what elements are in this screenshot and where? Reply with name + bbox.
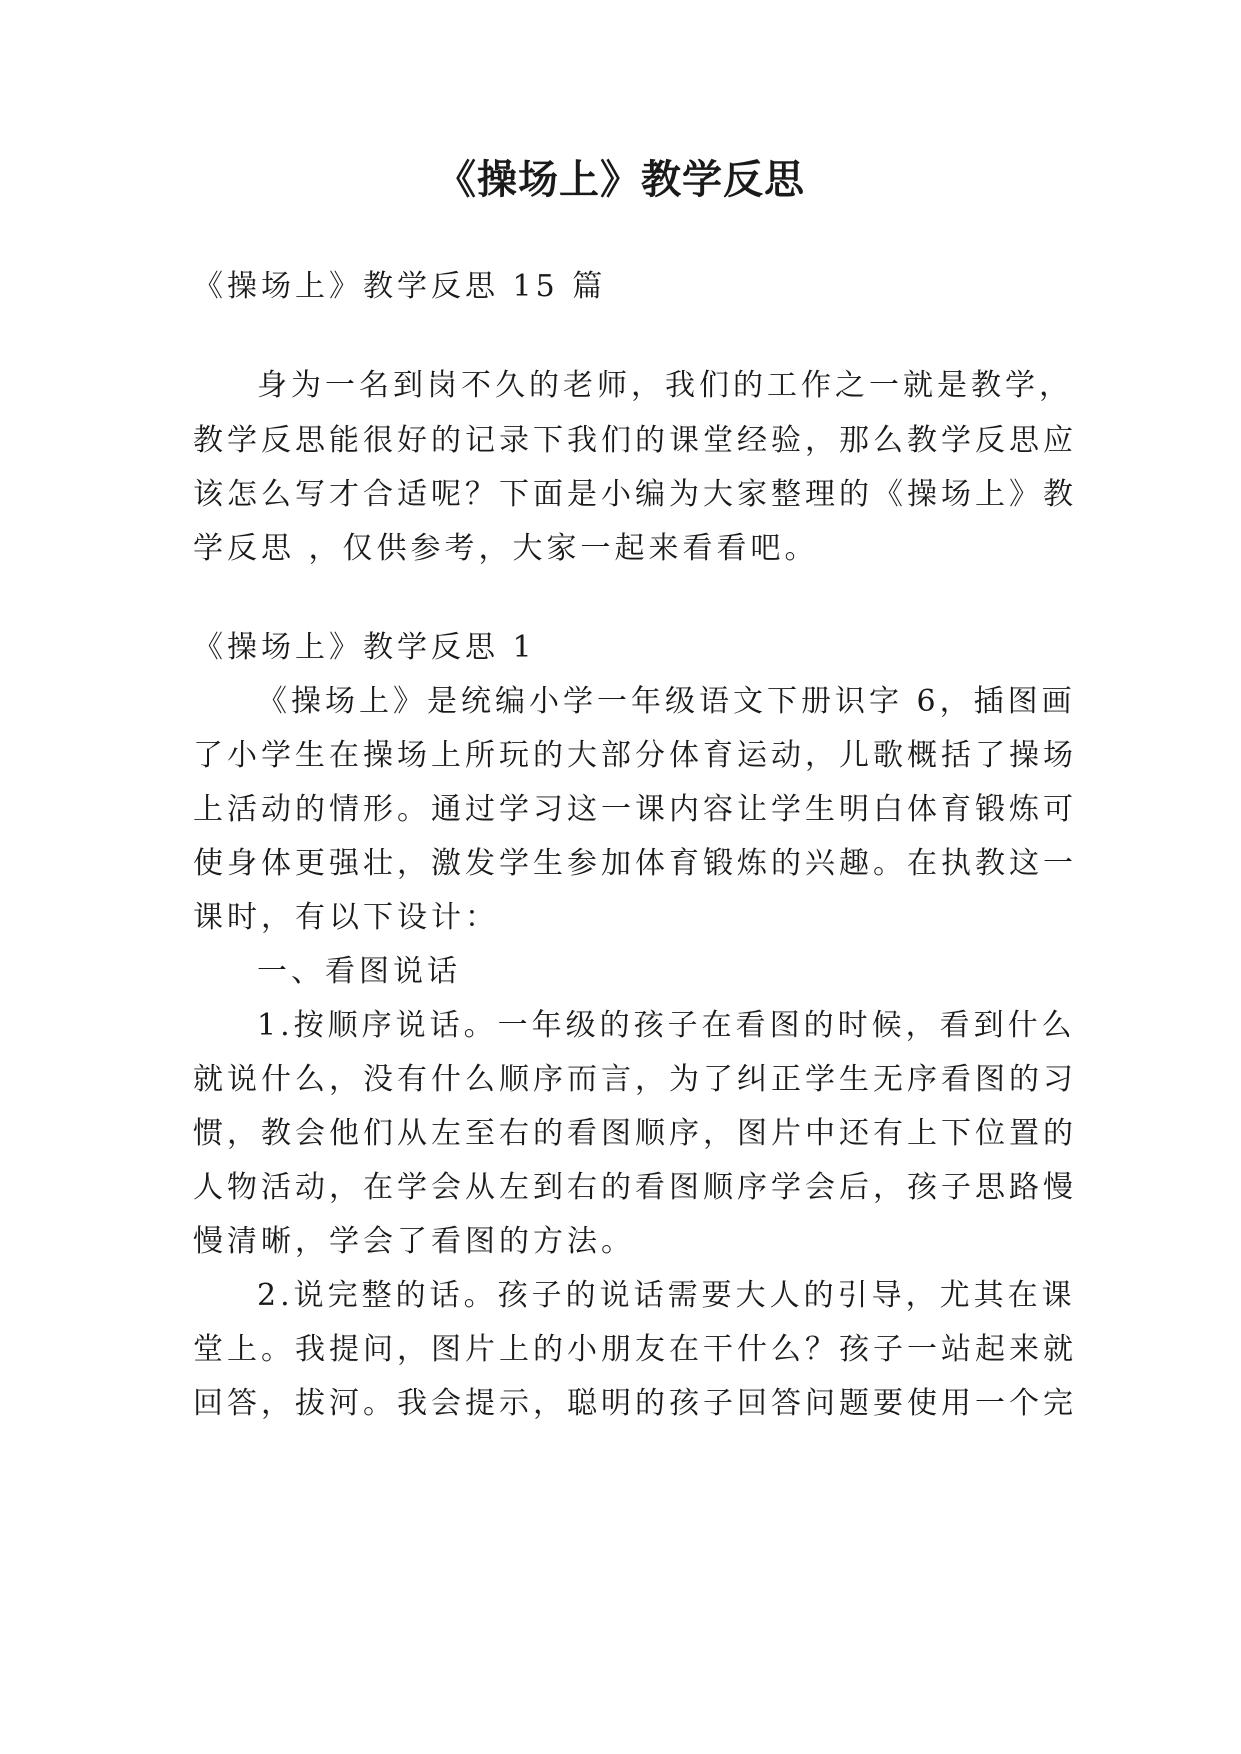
point-line: 慢清晰，学会了看图的方法。 bbox=[193, 1224, 635, 1259]
paragraph-line: 上活动的情形。通过学习这一课内容让学生明白体育锻炼可 bbox=[193, 792, 1077, 827]
intro-line-3: 该怎么写才合适呢？下面是小编为大家整理的《操场上》教 bbox=[193, 477, 1077, 512]
paragraph-line: 《操场上》是统编小学一年级语文下册识字 6，插图画 bbox=[257, 684, 1076, 719]
point-line: 惯，教会他们从左至右的看图顺序，图片中还有上下位置的 bbox=[193, 1116, 1077, 1151]
point-line: 就说什么，没有什么顺序而言，为了纠正学生无序看图的习 bbox=[193, 1062, 1077, 1097]
point-line: 2.说完整的话。孩子的说话需要大人的引导，尤其在课 bbox=[257, 1278, 1076, 1313]
document-subtitle: 《操场上》教学反思 15 篇 bbox=[193, 269, 607, 304]
intro-line-1: 身为一名到岗不久的老师，我们的工作之一就是教学， bbox=[257, 368, 1073, 403]
point-line: 人物活动，在学会从左到右的看图顺序学会后，孩子思路慢 bbox=[193, 1170, 1077, 1205]
point-line: 回答，拔河。我会提示，聪明的孩子回答问题要使用一个完 bbox=[193, 1386, 1077, 1421]
paragraph-line: 了小学生在操场上所玩的大部分体育运动，儿歌概括了操场 bbox=[193, 738, 1077, 773]
subheading: 一、看图说话 bbox=[257, 954, 461, 989]
paragraph-line: 课时，有以下设计： bbox=[193, 900, 499, 935]
paragraph-line: 使身体更强壮，激发学生参加体育锻炼的兴趣。在执教这一 bbox=[193, 846, 1077, 881]
section-heading: 《操场上》教学反思 1 bbox=[193, 630, 536, 665]
point-line: 1.按顺序说话。一年级的孩子在看图的时候，看到什么 bbox=[257, 1008, 1076, 1043]
point-line: 堂上。我提问，图片上的小朋友在干什么？孩子一站起来就 bbox=[193, 1332, 1077, 1367]
document-title: 《操场上》教学反思 bbox=[436, 157, 805, 203]
intro-line-2: 教学反思能很好的记录下我们的课堂经验，那么教学反思应 bbox=[193, 423, 1077, 458]
intro-line-4: 学反思 ，仅供参考，大家一起来看看吧。 bbox=[193, 531, 819, 566]
